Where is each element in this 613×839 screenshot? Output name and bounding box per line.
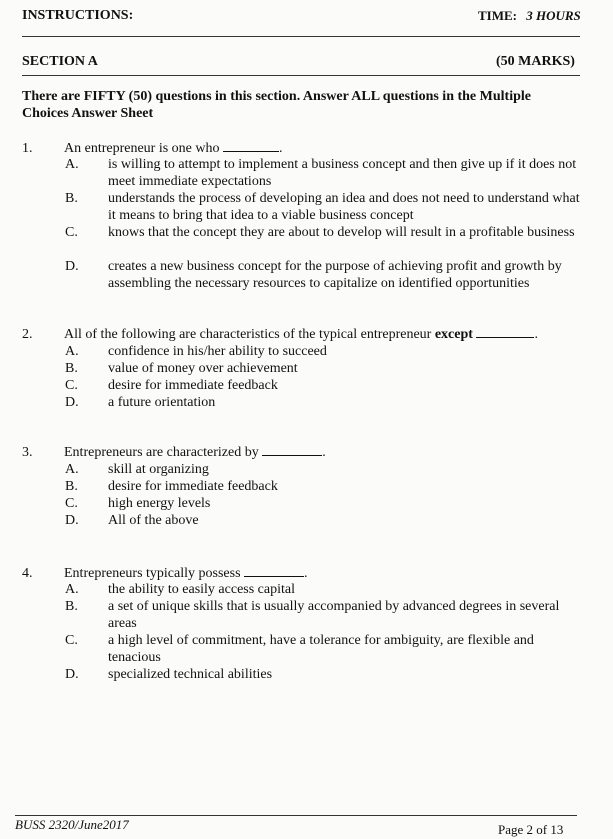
question-stem: Entrepreneurs typically possess . <box>64 566 308 581</box>
section-divider <box>22 75 580 76</box>
instructions-heading: INSTRUCTIONS: <box>22 8 134 23</box>
question-number: 3. <box>22 445 33 460</box>
stem-emphasis: except <box>434 327 473 342</box>
course-code: BUSS 2320/June2017 <box>15 817 129 832</box>
time-label: TIME: <box>478 8 517 23</box>
question-stem: An entrepreneur is one who . <box>64 141 283 156</box>
question-number: 1. <box>22 141 33 156</box>
section-instructions <box>22 88 592 122</box>
question-number: 2. <box>22 327 33 342</box>
question-stem: All of the following are characteristics of the typical entrepreneur except . <box>64 327 538 342</box>
instruction-line-2: Choices Answer Sheet <box>22 106 154 121</box>
instruction-line-1: There are FIFTY (50) questions in this section. Answer ALL questions in the Multiple <box>22 89 531 104</box>
time-allowed <box>478 8 581 24</box>
section-title: SECTION A <box>22 54 98 69</box>
header-divider <box>22 36 580 37</box>
time-value: 3 HOURS <box>526 8 581 23</box>
question-number: 4. <box>22 566 33 581</box>
page-number: Page 2 of 13 <box>498 822 564 837</box>
section-marks: (50 MARKS) <box>496 54 575 69</box>
footer-divider <box>15 815 577 816</box>
question-stem: Entrepreneurs are characterized by . <box>64 445 326 460</box>
